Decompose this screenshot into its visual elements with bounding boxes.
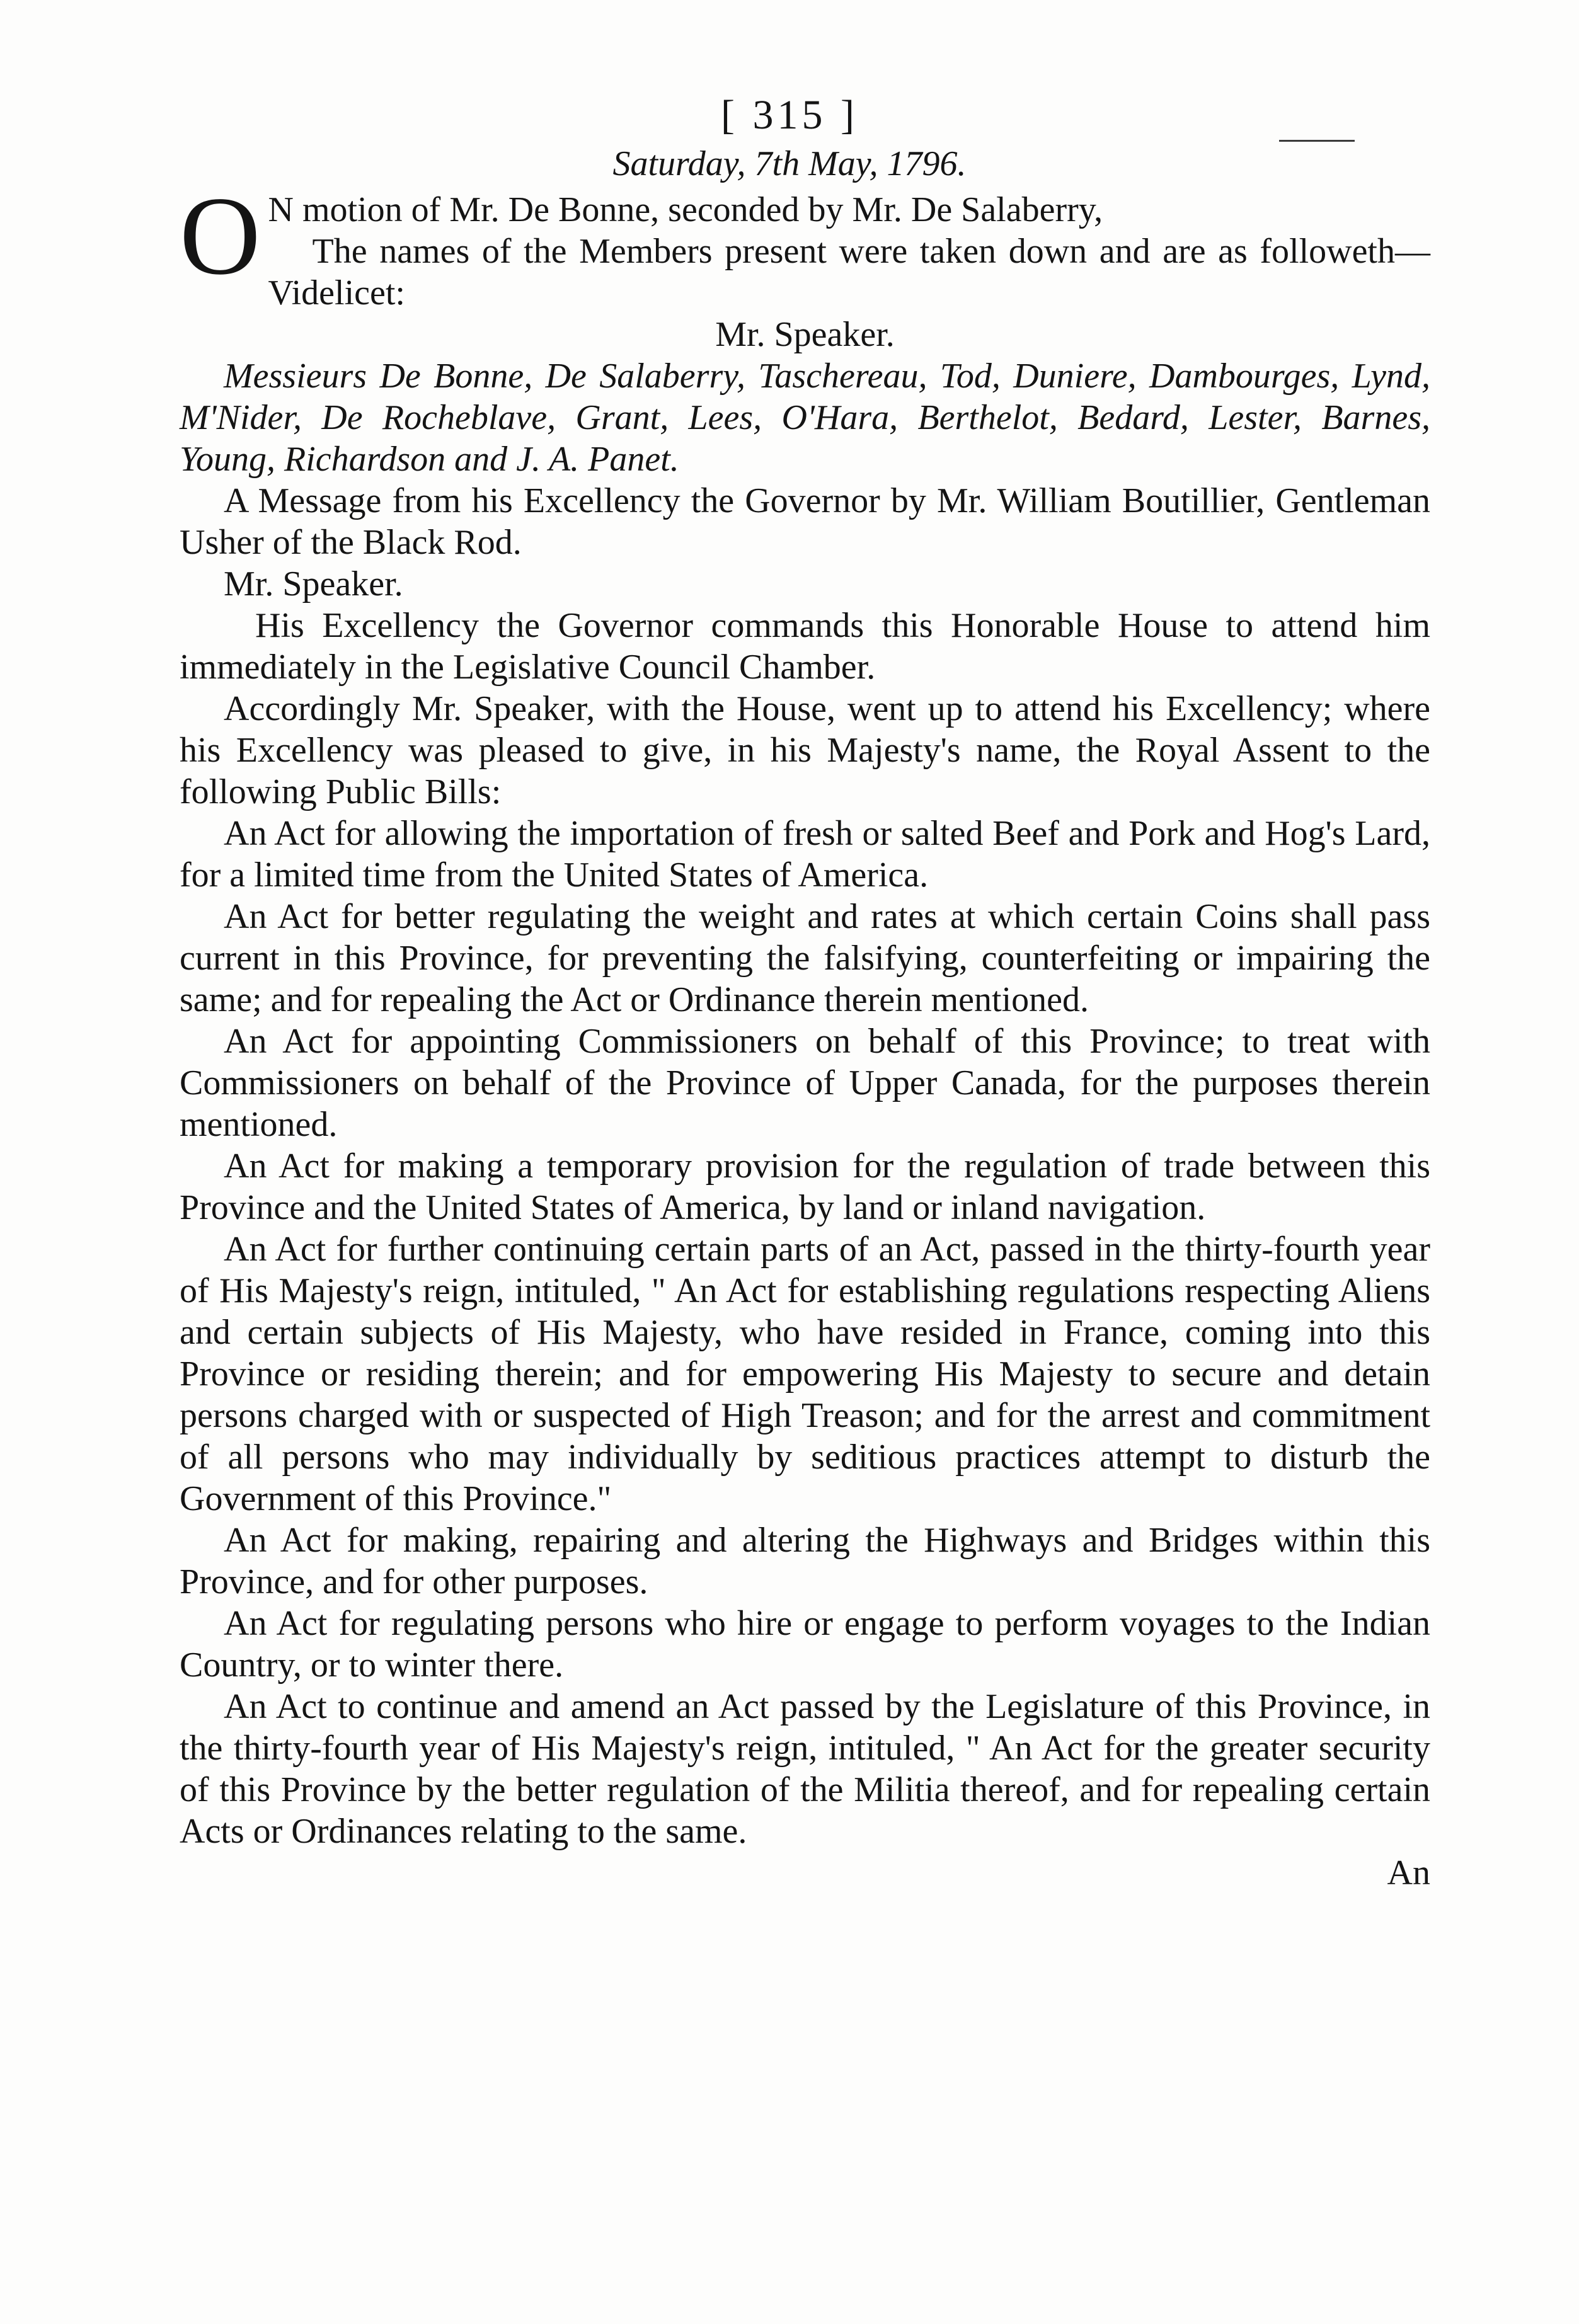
act-paragraph: An Act for making, repairing and altering the Highways and Bridges within this Province, and for other purposes. <box>180 1521 1430 1601</box>
act-paragraph: An Act for appointing Commissioners on behalf of this Province; to treat with Commissioners on behalf of the Province of Upper Canada, for the purposes therein mentioned. <box>180 1022 1430 1144</box>
act-paragraph: An Act for making a temporary provision for the regulation of trade between this Province and the United States of America, by land or inland navigation. <box>180 1147 1430 1227</box>
act-paragraph: An Act for allowing the importation of fresh or salted Beef and Pork and Hog's Lard, for a limited time from the United States of America. <box>180 814 1430 895</box>
journal-body <box>180 173 1430 1894</box>
header-rule <box>1279 140 1355 142</box>
opening-text: N motion of Mr. De Bonne, seconded by Mr. De Salaberry, <box>268 190 1103 229</box>
act-paragraph: An Act for better regulating the weight and rates at which certain Coins shall pass current in this Province, for preventing the falsifying, counterfeiting or impairing the same; and for repealing the Act or Ordinance therein mentioned. <box>180 897 1430 1019</box>
act-paragraph: An Act to continue and amend an Act passed by the Legislature of this Province, in the thirty-fourth year of His Majesty's reign, intituled, " An Act for the greater security of this Province by the better regulation of the Militia thereof, and for repealing certain Acts or Ordinances relating to the same. <box>180 1687 1430 1851</box>
command-paragraph: His Excellency the Governor commands this Honorable House to attend him immediately in the Legislative Council Chamber. <box>180 606 1430 687</box>
page-number: [ 315 ] <box>721 92 858 138</box>
royal-assent-paragraph: Accordingly Mr. Speaker, with the House, went up to attend his Excellency; where his Excellency was pleased to give, in his Majesty's name, the Royal Assent to the following Public Bills: <box>180 689 1430 811</box>
message-paragraph: A Message from his Excellency the Governor by Mr. William Boutillier, Gentleman Usher of the Black Rod. <box>180 481 1430 562</box>
catchword-line <box>180 1852 1430 1894</box>
act-paragraph: An Act for further continuing certain parts of an Act, passed in the thirty-fourth year of His Majesty's reign, intituled, " An Act for establishing regulations respecting Aliens and certain subjects of His Majesty, who have resided in France, coming into this Province or residing therein; and for empowering His Majesty to secure and detain persons charged with or suspected of High Treason; and for the arrest and commitment of all persons who may individually by seditious practices attempt to disturb the Government of this Province." <box>180 1230 1430 1518</box>
session-date: Saturday, 7th May, 1796. <box>612 144 967 183</box>
speaker-address: Mr. Speaker. <box>224 564 403 604</box>
drop-cap-initial: O <box>180 173 261 298</box>
act-paragraph: An Act for regulating persons who hire or engage to perform voyages to the Indian Country, or to winter there. <box>180 1604 1430 1685</box>
catchword: An <box>1387 1853 1430 1892</box>
names-intro-paragraph: The names of the Members present were taken down and are as followeth—Videlicet: <box>268 232 1430 312</box>
speaker-line: Mr. Speaker. <box>715 315 895 354</box>
members-list: Messieurs De Bonne, De Salaberry, Taschereau, Tod, Duniere, Dambourges, Lynd, M'Nider, De Rocheblave, Grant, Lees, O'Hara, Berthelot, Bedard, Lester, Barnes, Young, Richardson and J. A. Panet. <box>180 357 1430 479</box>
